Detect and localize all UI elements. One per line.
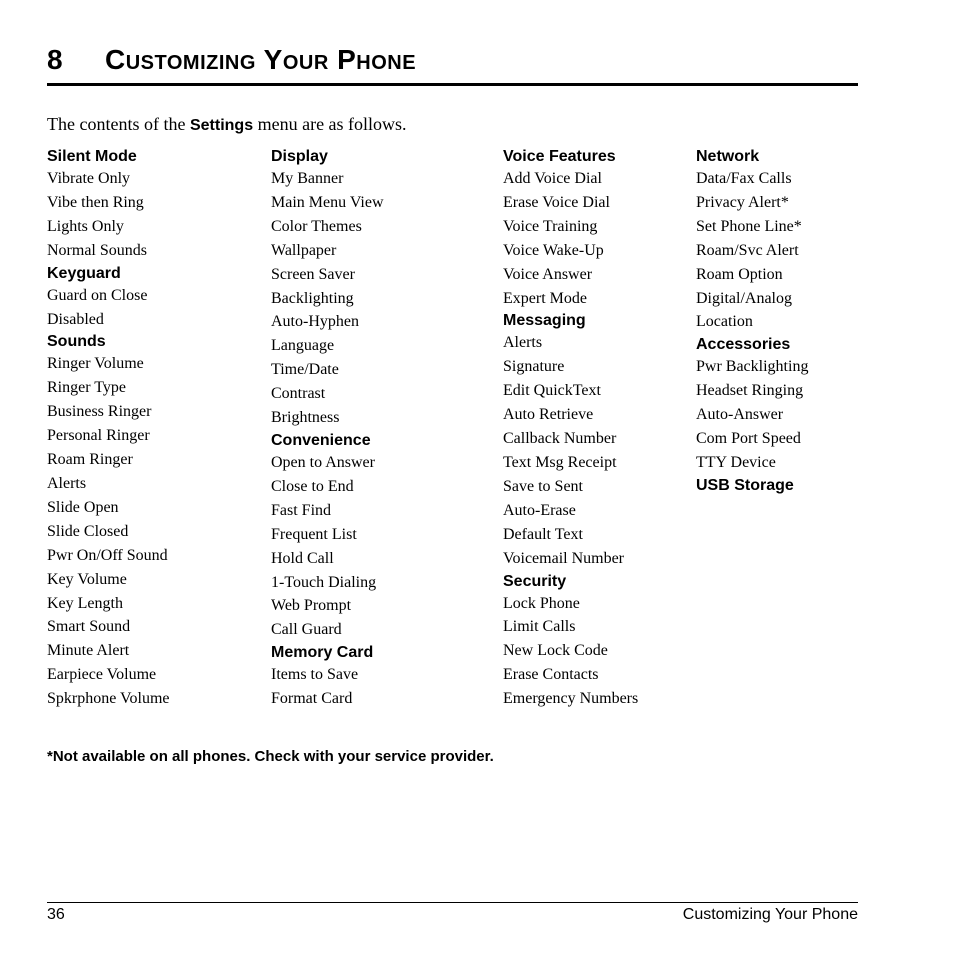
- menu-item: Erase Voice Dial: [503, 193, 610, 211]
- menu-item: Vibrate Only: [47, 170, 131, 187]
- menu-item: Expert Mode: [503, 289, 587, 307]
- menu-item: My Banner: [271, 170, 344, 187]
- menu-section: [503, 571, 638, 712]
- menu-item: Slide Open: [47, 498, 119, 516]
- footer-rule: [47, 902, 858, 903]
- section-heading: USB Storage: [696, 476, 794, 494]
- menu-item: Smart Sound: [47, 618, 131, 636]
- menu-item: Headset Ringing: [696, 382, 804, 400]
- menu-item: Key Volume: [47, 570, 127, 588]
- menu-item: Roam Option: [696, 265, 783, 283]
- menu-section: [696, 475, 808, 496]
- menu-item: Ringer Type: [47, 379, 127, 397]
- menu-section: [271, 146, 384, 430]
- section-heading: Security: [503, 572, 567, 590]
- intro-before: The contents of the: [47, 114, 190, 134]
- section-heading: Voice Features: [503, 148, 616, 165]
- menu-item: Auto-Hyphen: [271, 313, 359, 331]
- menu-item: Alerts: [503, 334, 543, 352]
- menu-item: Format Card: [271, 690, 353, 708]
- menu-item: Close to End: [271, 477, 354, 495]
- menu-item: Key Length: [47, 594, 123, 612]
- title-rule: [47, 83, 858, 86]
- section-heading: Sounds: [47, 333, 106, 351]
- menu-item: Voice Answer: [503, 265, 593, 283]
- footnote: *Not available on all phones. Check with your service provider.: [47, 748, 494, 765]
- menu-item: Spkrphone Volume: [47, 690, 170, 708]
- menu-item: Normal Sounds: [47, 241, 147, 259]
- menu-item: Time/Date: [271, 361, 339, 379]
- menu-item: Fast Find: [271, 501, 332, 519]
- menu-section: [47, 331, 170, 711]
- menu-column-4: [696, 146, 808, 496]
- intro-menu-name: Settings: [189, 117, 254, 134]
- menu-item: Earpiece Volume: [47, 666, 157, 684]
- menu-item: Wallpaper: [271, 241, 337, 259]
- menu-section: [503, 310, 638, 570]
- menu-section: [696, 334, 808, 475]
- menu-item: 1-Touch Dialing: [271, 573, 377, 591]
- menu-item: Signature: [503, 358, 565, 376]
- chapter-heading: [47, 40, 858, 84]
- menu-item: Location: [696, 313, 753, 331]
- section-heading: Accessories: [696, 336, 791, 354]
- menu-item: Screen Saver: [271, 265, 355, 283]
- menu-item: Hold Call: [271, 549, 334, 567]
- menu-item: Guard on Close: [47, 286, 148, 304]
- section-heading: Messaging: [503, 312, 586, 330]
- menu-item: Set Phone Line*: [696, 217, 802, 235]
- intro-text: [47, 112, 407, 138]
- menu-item: Pwr Backlighting: [696, 358, 809, 376]
- menu-item: New Lock Code: [503, 642, 608, 660]
- menu-item: Digital/Analog: [696, 289, 792, 307]
- menu-item: Text Msg Receipt: [503, 453, 617, 471]
- section-heading: Silent Mode: [47, 148, 137, 165]
- menu-item: Items to Save: [271, 666, 359, 684]
- chapter-title: Customizing Your Phone: [105, 44, 417, 75]
- menu-column-2: [271, 146, 384, 711]
- menu-item: Alerts: [47, 474, 87, 492]
- menu-section: [47, 146, 170, 263]
- menu-item: Erase Contacts: [503, 666, 599, 684]
- menu-item: Web Prompt: [271, 597, 352, 615]
- menu-section: [271, 430, 384, 642]
- menu-item: Minute Alert: [47, 642, 130, 660]
- menu-section: [47, 263, 170, 332]
- menu-item: Com Port Speed: [696, 430, 801, 448]
- menu-item: Open to Answer: [271, 453, 375, 471]
- menu-section: [271, 642, 384, 711]
- menu-item: Emergency Numbers: [503, 690, 639, 708]
- menu-item: Lights Only: [47, 217, 124, 235]
- menu-item: Slide Closed: [47, 522, 129, 540]
- menu-item: Auto Retrieve: [503, 406, 594, 424]
- menu-item: Lock Phone: [503, 594, 580, 612]
- menu-item: Color Themes: [271, 217, 362, 235]
- chapter-number: 8: [47, 44, 64, 75]
- menu-item: Ringer Volume: [47, 355, 144, 373]
- section-heading: Memory Card: [271, 644, 374, 662]
- menu-item: TTY Device: [696, 453, 776, 471]
- menu-item: Contrast: [271, 385, 326, 403]
- menu-section: [696, 146, 808, 334]
- menu-item: Brightness: [271, 409, 340, 427]
- menu-item: Data/Fax Calls: [696, 170, 792, 187]
- menu-item: Save to Sent: [503, 477, 583, 495]
- menu-item: Auto-Erase: [503, 501, 576, 519]
- menu-item: Edit QuickText: [503, 382, 601, 400]
- menu-column-1: [47, 146, 170, 711]
- menu-item: Voicemail Number: [503, 549, 625, 567]
- intro-after: menu are as follows.: [253, 114, 407, 134]
- menu-item: Voice Training: [503, 217, 598, 235]
- menu-item: Backlighting: [271, 289, 354, 307]
- menu-column-3: [503, 146, 638, 711]
- menu-item: Business Ringer: [47, 403, 152, 421]
- menu-item: Default Text: [503, 525, 583, 543]
- menu-item: Main Menu View: [271, 193, 384, 211]
- section-heading: Display: [271, 148, 328, 165]
- menu-item: Voice Wake-Up: [503, 241, 604, 259]
- section-heading: Network: [696, 148, 760, 165]
- menu-section: [503, 146, 638, 310]
- menu-item: Add Voice Dial: [503, 170, 602, 187]
- menu-item: Frequent List: [271, 525, 357, 543]
- running-footer-title: Customizing Your Phone: [682, 906, 858, 923]
- menu-item: Language: [271, 337, 335, 355]
- menu-item: Privacy Alert*: [696, 193, 789, 211]
- menu-item: Callback Number: [503, 430, 617, 448]
- section-heading: Convenience: [271, 431, 371, 449]
- menu-item: Call Guard: [271, 621, 342, 639]
- menu-item: Limit Calls: [503, 618, 576, 636]
- menu-item: Auto-Answer: [696, 406, 784, 424]
- menu-item: Personal Ringer: [47, 427, 150, 445]
- page-number: 36: [47, 906, 65, 923]
- menu-item: Disabled: [47, 310, 104, 328]
- menu-item: Pwr On/Off Sound: [47, 546, 168, 564]
- menu-item: Vibe then Ring: [47, 193, 144, 211]
- section-heading: Keyguard: [47, 264, 121, 282]
- menu-item: Roam/Svc Alert: [696, 241, 799, 259]
- menu-item: Roam Ringer: [47, 451, 133, 469]
